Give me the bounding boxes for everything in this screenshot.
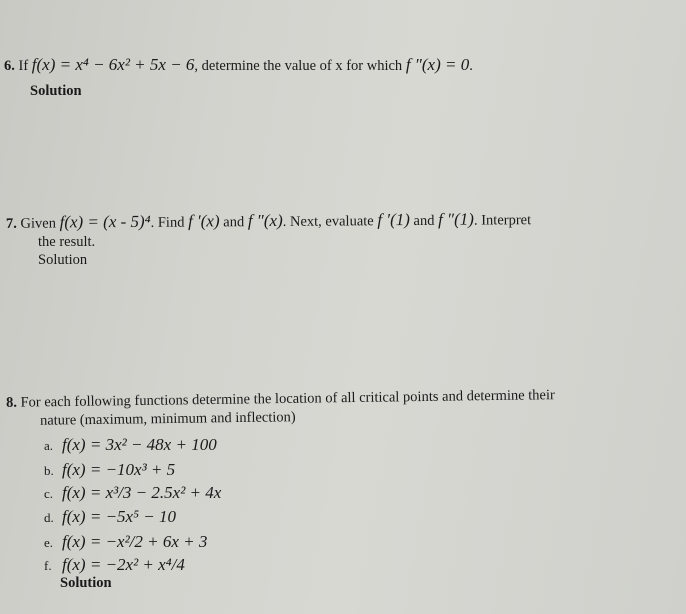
item-expression: f(x) = −x²/2 + 6x + 3 <box>62 532 208 551</box>
item-label: b. <box>44 463 54 478</box>
question-8-item-c <box>44 484 221 503</box>
question-8-item-d <box>44 508 176 527</box>
question-8-line-2: nature (maximum, minimum and inflection) <box>39 409 296 429</box>
question-7-second-at-1: f ″(1) <box>437 209 474 229</box>
item-expression: f(x) = −5x⁵ − 10 <box>62 507 176 526</box>
question-8-item-b <box>44 461 175 480</box>
question-7-given: Given <box>20 215 57 232</box>
question-8-item-f <box>44 556 185 575</box>
item-expression: f(x) = x³/3 − 2.5x² + 4x <box>62 483 222 502</box>
item-label: a. <box>44 438 54 453</box>
question-7-second-derivative: f ″(x) <box>247 210 283 231</box>
item-expression: f(x) = −2x² + x⁴/4 <box>62 555 185 574</box>
item-expression: f(x) = 3x² − 48x + 100 <box>62 435 217 454</box>
question-6-prefix: If <box>18 58 29 74</box>
question-7 <box>6 210 531 233</box>
question-8-item-a <box>44 436 217 455</box>
question-7-interpret: . Interpret <box>473 212 532 229</box>
question-6-end: . <box>469 58 473 74</box>
question-8-solution-label: Solution <box>60 575 112 591</box>
question-7-solution-label: Solution <box>38 252 88 268</box>
item-label: e. <box>44 535 54 550</box>
question-6 <box>4 56 473 75</box>
question-7-number: 7. <box>5 215 17 232</box>
question-8-item-e <box>44 533 207 552</box>
item-expression: f(x) = −10x³ + 5 <box>62 460 176 479</box>
question-7-and-2: and <box>413 212 435 229</box>
item-label: f. <box>44 558 52 573</box>
question-7-first-at-1: f ′(1) <box>377 210 410 230</box>
question-6-number: 6. <box>4 58 15 74</box>
question-7-and-1: and <box>223 214 245 231</box>
question-7-find: . Find <box>150 214 185 231</box>
question-7-evaluate: . Next, evaluate <box>282 213 374 230</box>
question-7-continuation: the result. <box>38 234 96 250</box>
question-8-line-1: For each following functions determine the location of all critical points and determine their <box>20 387 555 411</box>
question-8-number: 8. <box>5 394 18 411</box>
question-6-condition: f ″(x) = 0 <box>405 55 470 74</box>
item-label: d. <box>44 510 54 525</box>
question-7-first-derivative: f ′(x) <box>187 211 220 231</box>
item-label: c. <box>44 486 54 501</box>
question-6-function: f(x) = x⁴ − 6x² + 5x − 6 <box>31 55 195 74</box>
question-6-solution-label: Solution <box>30 83 82 99</box>
question-6-text: , determine the value of x for which <box>194 58 403 74</box>
question-7-function: f(x) = (x - 5)⁴ <box>59 211 151 232</box>
